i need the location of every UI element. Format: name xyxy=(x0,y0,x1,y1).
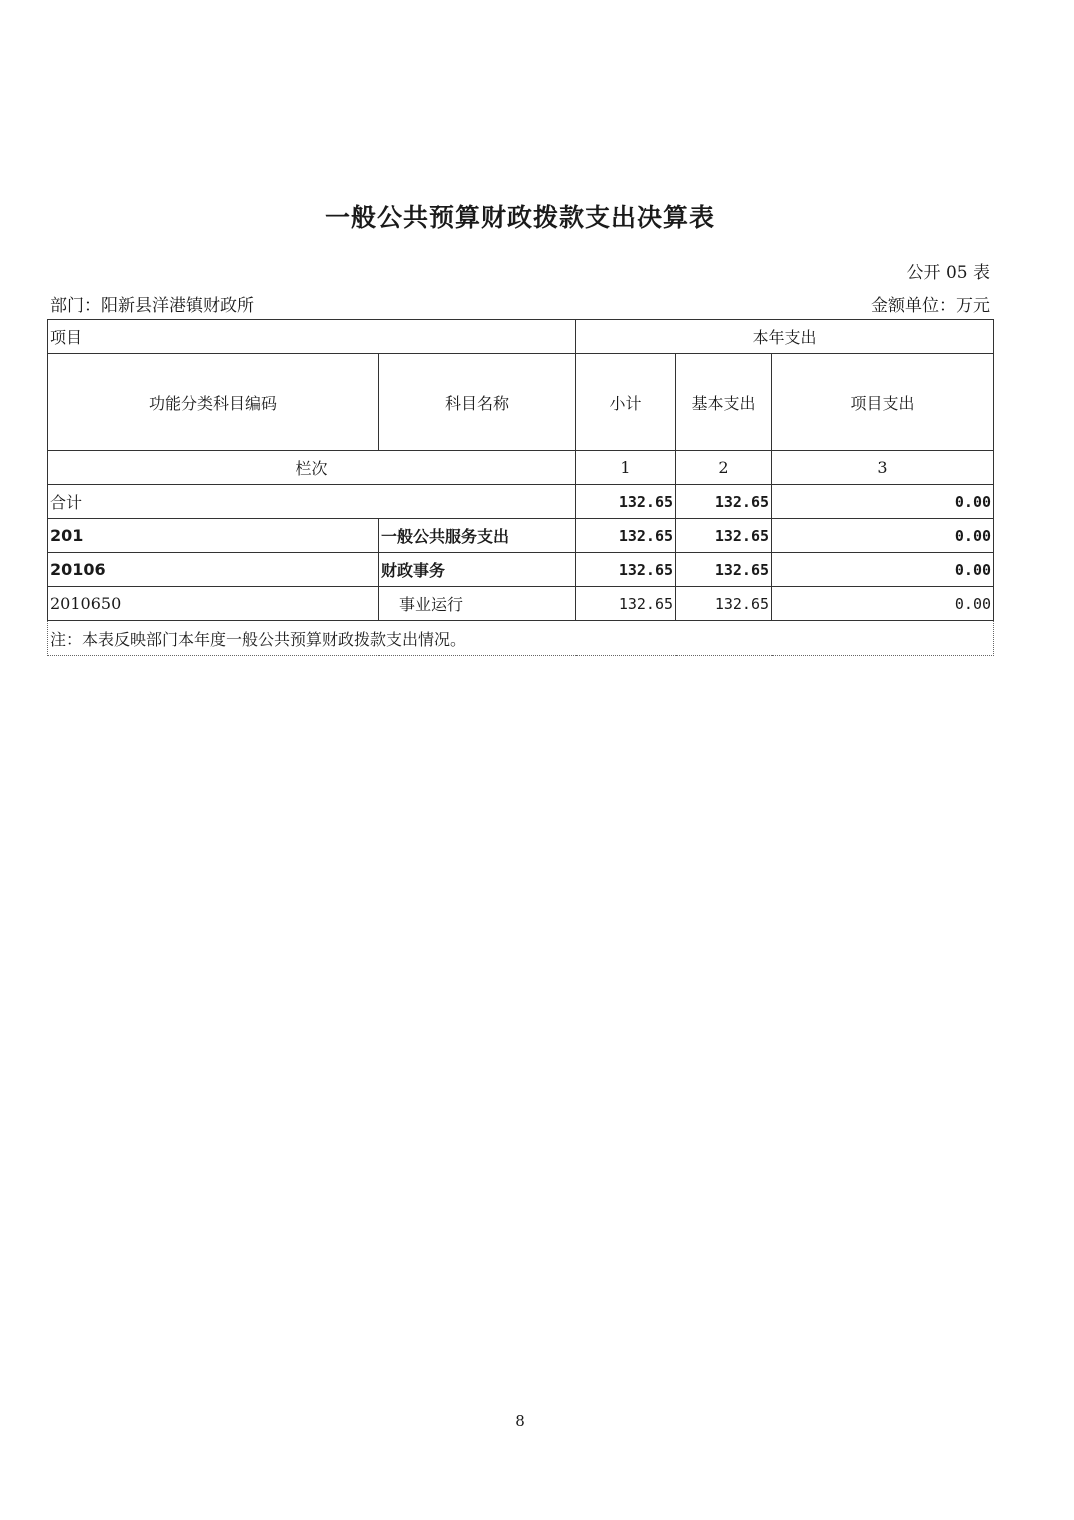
table-note: 注：本表反映部门本年度一般公共预算财政拨款支出情况。 xyxy=(48,621,994,656)
row-project: 0.00 xyxy=(772,519,994,553)
column-number-3: 3 xyxy=(772,451,994,485)
row-basic: 132.65 xyxy=(676,485,772,519)
row-subtotal: 132.65 xyxy=(576,553,676,587)
row-subtotal: 132.65 xyxy=(576,587,676,621)
row-code: 201 xyxy=(48,519,379,553)
row-project: 0.00 xyxy=(772,485,994,519)
header-current-year-expense: 本年支出 xyxy=(576,320,994,354)
row-basic: 132.65 xyxy=(676,519,772,553)
note-row xyxy=(48,621,994,656)
table-row xyxy=(48,587,994,621)
table-row-total xyxy=(48,485,994,519)
column-label: 栏次 xyxy=(48,451,576,485)
table-row xyxy=(48,553,994,587)
row-name: 一般公共服务支出 xyxy=(379,519,576,553)
header-basic-expense: 基本支出 xyxy=(676,354,772,451)
expenditure-table xyxy=(47,319,994,656)
row-basic: 132.65 xyxy=(676,587,772,621)
row-code: 2010650 xyxy=(48,587,379,621)
amount-unit-label: 金额单位：万元 xyxy=(871,296,990,316)
row-project: 0.00 xyxy=(772,587,994,621)
column-number-row xyxy=(48,451,994,485)
row-project: 0.00 xyxy=(772,553,994,587)
header-project-expense: 项目支出 xyxy=(772,354,994,451)
column-number-1: 1 xyxy=(576,451,676,485)
header-project: 项目 xyxy=(48,320,576,354)
row-name: 事业运行 xyxy=(379,587,576,621)
header-subtotal: 小计 xyxy=(576,354,676,451)
page-number: 8 xyxy=(515,1412,525,1430)
form-number: 公开 05 表 xyxy=(906,263,990,283)
row-basic: 132.65 xyxy=(676,553,772,587)
header-func-code: 功能分类科目编码 xyxy=(48,354,379,451)
row-name: 财政事务 xyxy=(379,553,576,587)
page-title: 一般公共预算财政拨款支出决算表 xyxy=(324,203,715,232)
department-label: 部门：阳新县洋港镇财政所 xyxy=(50,296,254,316)
header-row-columns xyxy=(48,354,994,451)
row-code: 20106 xyxy=(48,553,379,587)
row-subtotal: 132.65 xyxy=(576,485,676,519)
table-row xyxy=(48,519,994,553)
column-number-2: 2 xyxy=(676,451,772,485)
header-subject-name: 科目名称 xyxy=(379,354,576,451)
row-code: 合计 xyxy=(48,485,576,519)
row-subtotal: 132.65 xyxy=(576,519,676,553)
header-row-top xyxy=(48,320,994,354)
